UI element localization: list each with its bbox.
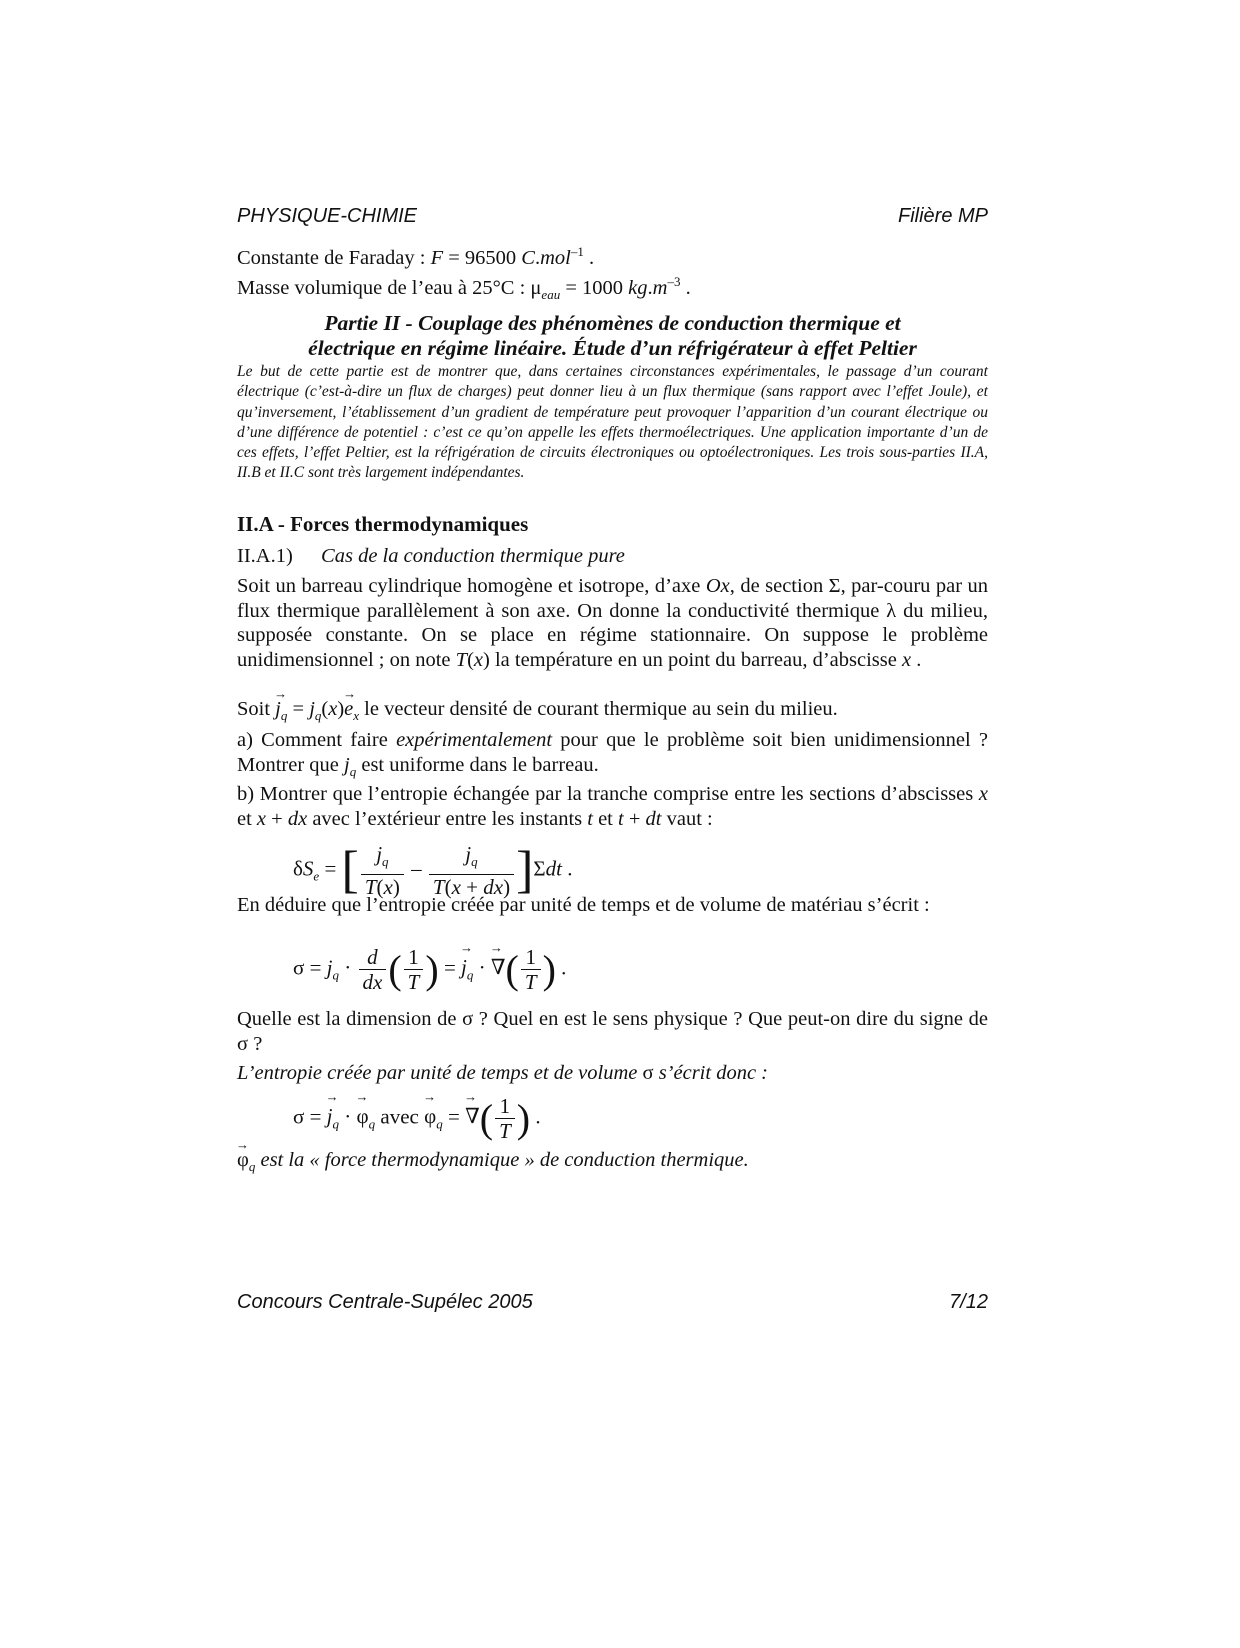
part-intro: Le but de cette partie est de montrer que, dans certaines circonstances expérimentales, le passage d’un courant électrique (c’est-à-dire un flux de charges) peut donner lieu à un flux thermique (sans rapport avec l’effet Joule), et qu’inversement, l’établissement d’un gradient de température peut provoquer l’apparition d’un courant électrique ou d’une différence de potentiel : c’est ce qu’on appelle les effets thermoélectriques. Une application importante d’un de ces effets, l’effet Peltier, est la réfrigération de circuits électroniques ou optoélectroniques. Les trois sous-parties II.A, II.B et II.C sont très largement indépendantes.: [237, 363, 988, 482]
equation-sigma: $\sigma = j_q$ · $\frac{d}{dx}$ ( $\frac{1}{T}$ ) = → $j_q$ · → ∇( $\frac{1}{T}$ ) .: [293, 945, 566, 994]
paragraph-entropy-created: En déduire que l’entropie créée par unité de temps et de volume de matériau s’écrit :: [237, 894, 930, 916]
equation-force: σ = → $j_q$ · → $\varphi_q$ avec → $\varphi_q$ = → ∇( $\frac{1}{T}$ ) .: [293, 1094, 541, 1143]
subsection-heading: II.A.1) Cas de la conduction thermique pure: [237, 545, 625, 567]
equation-entropy-exchanged: $\delta S_e$ = [ $\frac{j_q}{T(x)}$ – $\frac{j_q}{T(x + dx)}$ ]Σdt .: [293, 841, 573, 900]
footer-page-number: 7/12: [949, 1291, 988, 1313]
constant-faraday: Constante de Faraday : F = 96500 C.mol$^{-1}$ .: [237, 244, 595, 269]
constant-water-density: Masse volumique de l’eau à 25°C : $\mu_{eau} = 1000$ $kg.m^{-3}$ .: [237, 274, 691, 302]
section-title: II.A - Forces thermodynamiques: [237, 512, 529, 536]
header-subject: PHYSIQUE-CHIMIE: [237, 205, 418, 227]
paragraph-current-density: Soit → $j_q = j_q(x)\to e_x$ le vecteur densité de courant thermique au sein du milieu.: [237, 697, 987, 728]
paragraph-sigma-definition: L’entropie créée par unité de temps et de volume σ s’écrit donc :: [237, 1062, 768, 1084]
paragraph-sigma-questions: Quelle est la dimension de σ ? Quel en est le sens physique ? Que peut-on dire du signe de σ ?: [237, 1008, 988, 1055]
question-a: a) Comment faire expérimentalement pour que le problème soit bien unidimensionnel ? Montrer que $j_q$ est uniforme dans le barreau.: [237, 729, 989, 779]
header-track: Filière MP: [897, 205, 988, 227]
part-title: Partie II - Couplage des phénomènes de conduction thermique et électrique en régime linéaire. Étude d’un réfrigérateur à effet Peltier: [308, 311, 917, 360]
paragraph-bar-description: Soit un barreau cylindrique homogène et isotrope, d’axe Ox, de section Σ, par-couru par un flux thermique parallèlement à son axe. On donne la conductivité thermique λ du milieu, supposée constante. On se place en régime stationnaire. On suppose le problème unidimensionnel ; on note T(x) la température en un point du barreau, d’abscisse x .: [237, 575, 989, 671]
question-b: b) Montrer que l’entropie échangée par la tranche comprise entre les sections d’abscisses x et x + dx avec l’extérieur entre les instants t et t + dt vaut :: [237, 783, 989, 830]
paragraph-force-definition: → $\varphi_q$ est la « force thermodynamique » de conduction thermique.: [237, 1148, 987, 1179]
footer-contest: Concours Centrale-Supélec 2005: [237, 1291, 533, 1313]
